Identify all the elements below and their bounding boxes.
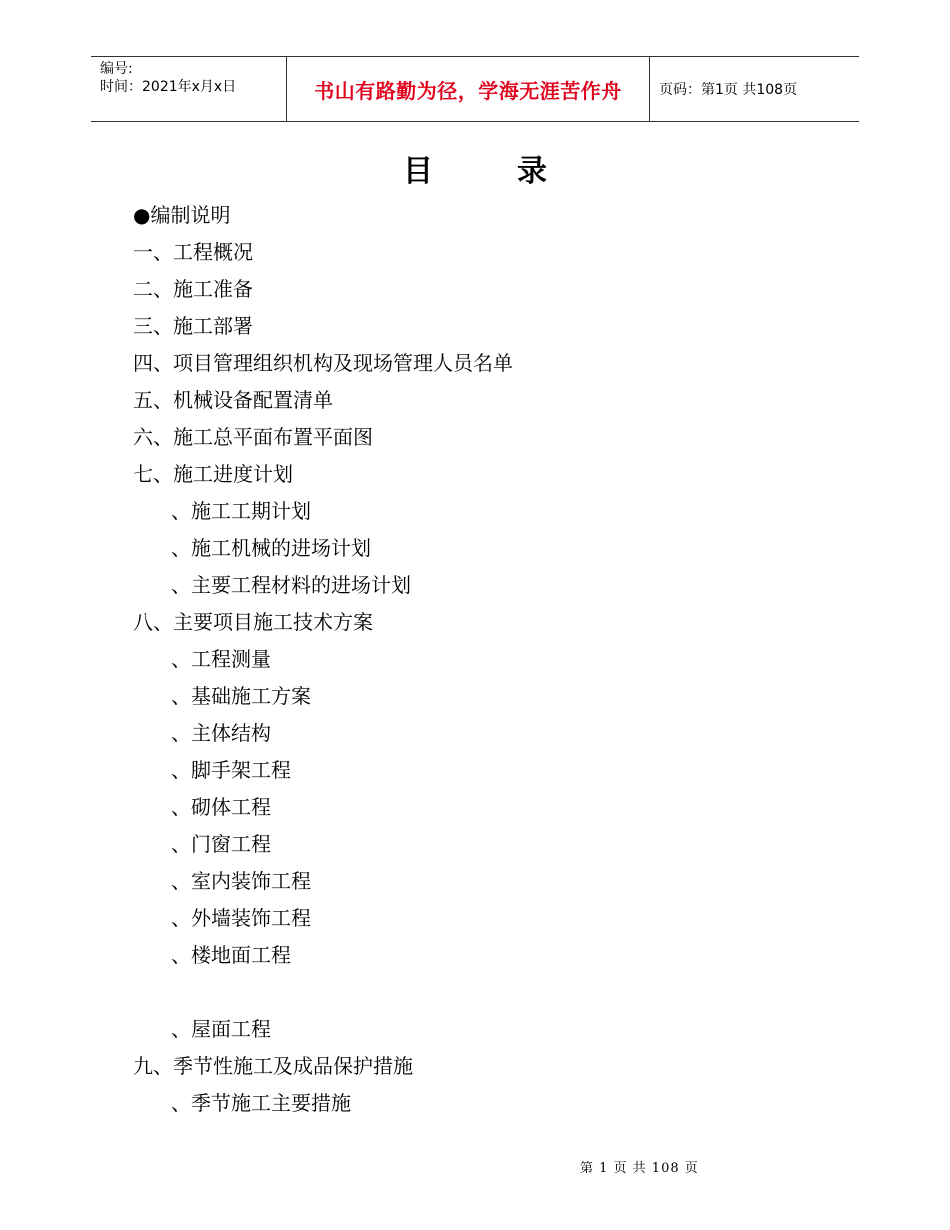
toc-subitem: 、门窗工程 (171, 832, 271, 856)
table-of-contents (133, 197, 513, 1122)
toc-subitem: 、室内装饰工程 (171, 869, 311, 893)
toc-subitem: 、主体结构 (171, 721, 271, 745)
toc-subitem: 、脚手架工程 (171, 758, 291, 782)
document-header (91, 56, 859, 122)
toc-subitem: 、砌体工程 (171, 795, 271, 819)
toc-subitem: 、主要工程材料的进场计划 (171, 573, 411, 597)
toc-subitem: 、施工机械的进场计划 (171, 536, 371, 560)
title-part-1: 目 (403, 154, 433, 189)
toc-item: 八、主要项目施工技术方案 (133, 610, 373, 634)
toc-item: 五、机械设备配置清单 (133, 388, 333, 412)
page-footer: 第 1 页 共 108 页 (580, 1161, 699, 1176)
toc-subitem: 、施工工期计划 (171, 499, 311, 523)
toc-item: ●编制说明 (133, 203, 231, 227)
document-time-label: 时间：2021年x月x日 (100, 79, 237, 95)
toc-subitem: 、屋面工程 (171, 1017, 271, 1041)
header-meta (91, 57, 287, 121)
header-page-info: 页码：第1页 共108页 (659, 82, 798, 98)
header-motto: 书山有路勤为径，学海无涯苦作舟 (287, 57, 650, 121)
toc-item: 六、施工总平面布置平面图 (133, 425, 373, 449)
toc-subitem: 、楼地面工程 (171, 943, 291, 967)
page-title (0, 146, 950, 190)
toc-item: 二、施工准备 (133, 277, 253, 301)
document-number-label: 编号: (100, 61, 133, 77)
toc-subitem: 、基础施工方案 (171, 684, 311, 708)
toc-item: 四、项目管理组织机构及现场管理人员名单 (133, 351, 513, 375)
toc-subitem: 、季节施工主要措施 (171, 1091, 351, 1115)
title-part-2: 录 (517, 154, 547, 189)
toc-subitem: 、工程测量 (171, 647, 271, 671)
toc-subitem: 、外墙装饰工程 (171, 906, 311, 930)
toc-item: 七、施工进度计划 (133, 462, 293, 486)
toc-item: 九、季节性施工及成品保护措施 (133, 1054, 413, 1078)
toc-item: 三、施工部署 (133, 314, 253, 338)
toc-item: 一、工程概况 (133, 240, 253, 264)
toc-spacer (133, 974, 513, 1011)
